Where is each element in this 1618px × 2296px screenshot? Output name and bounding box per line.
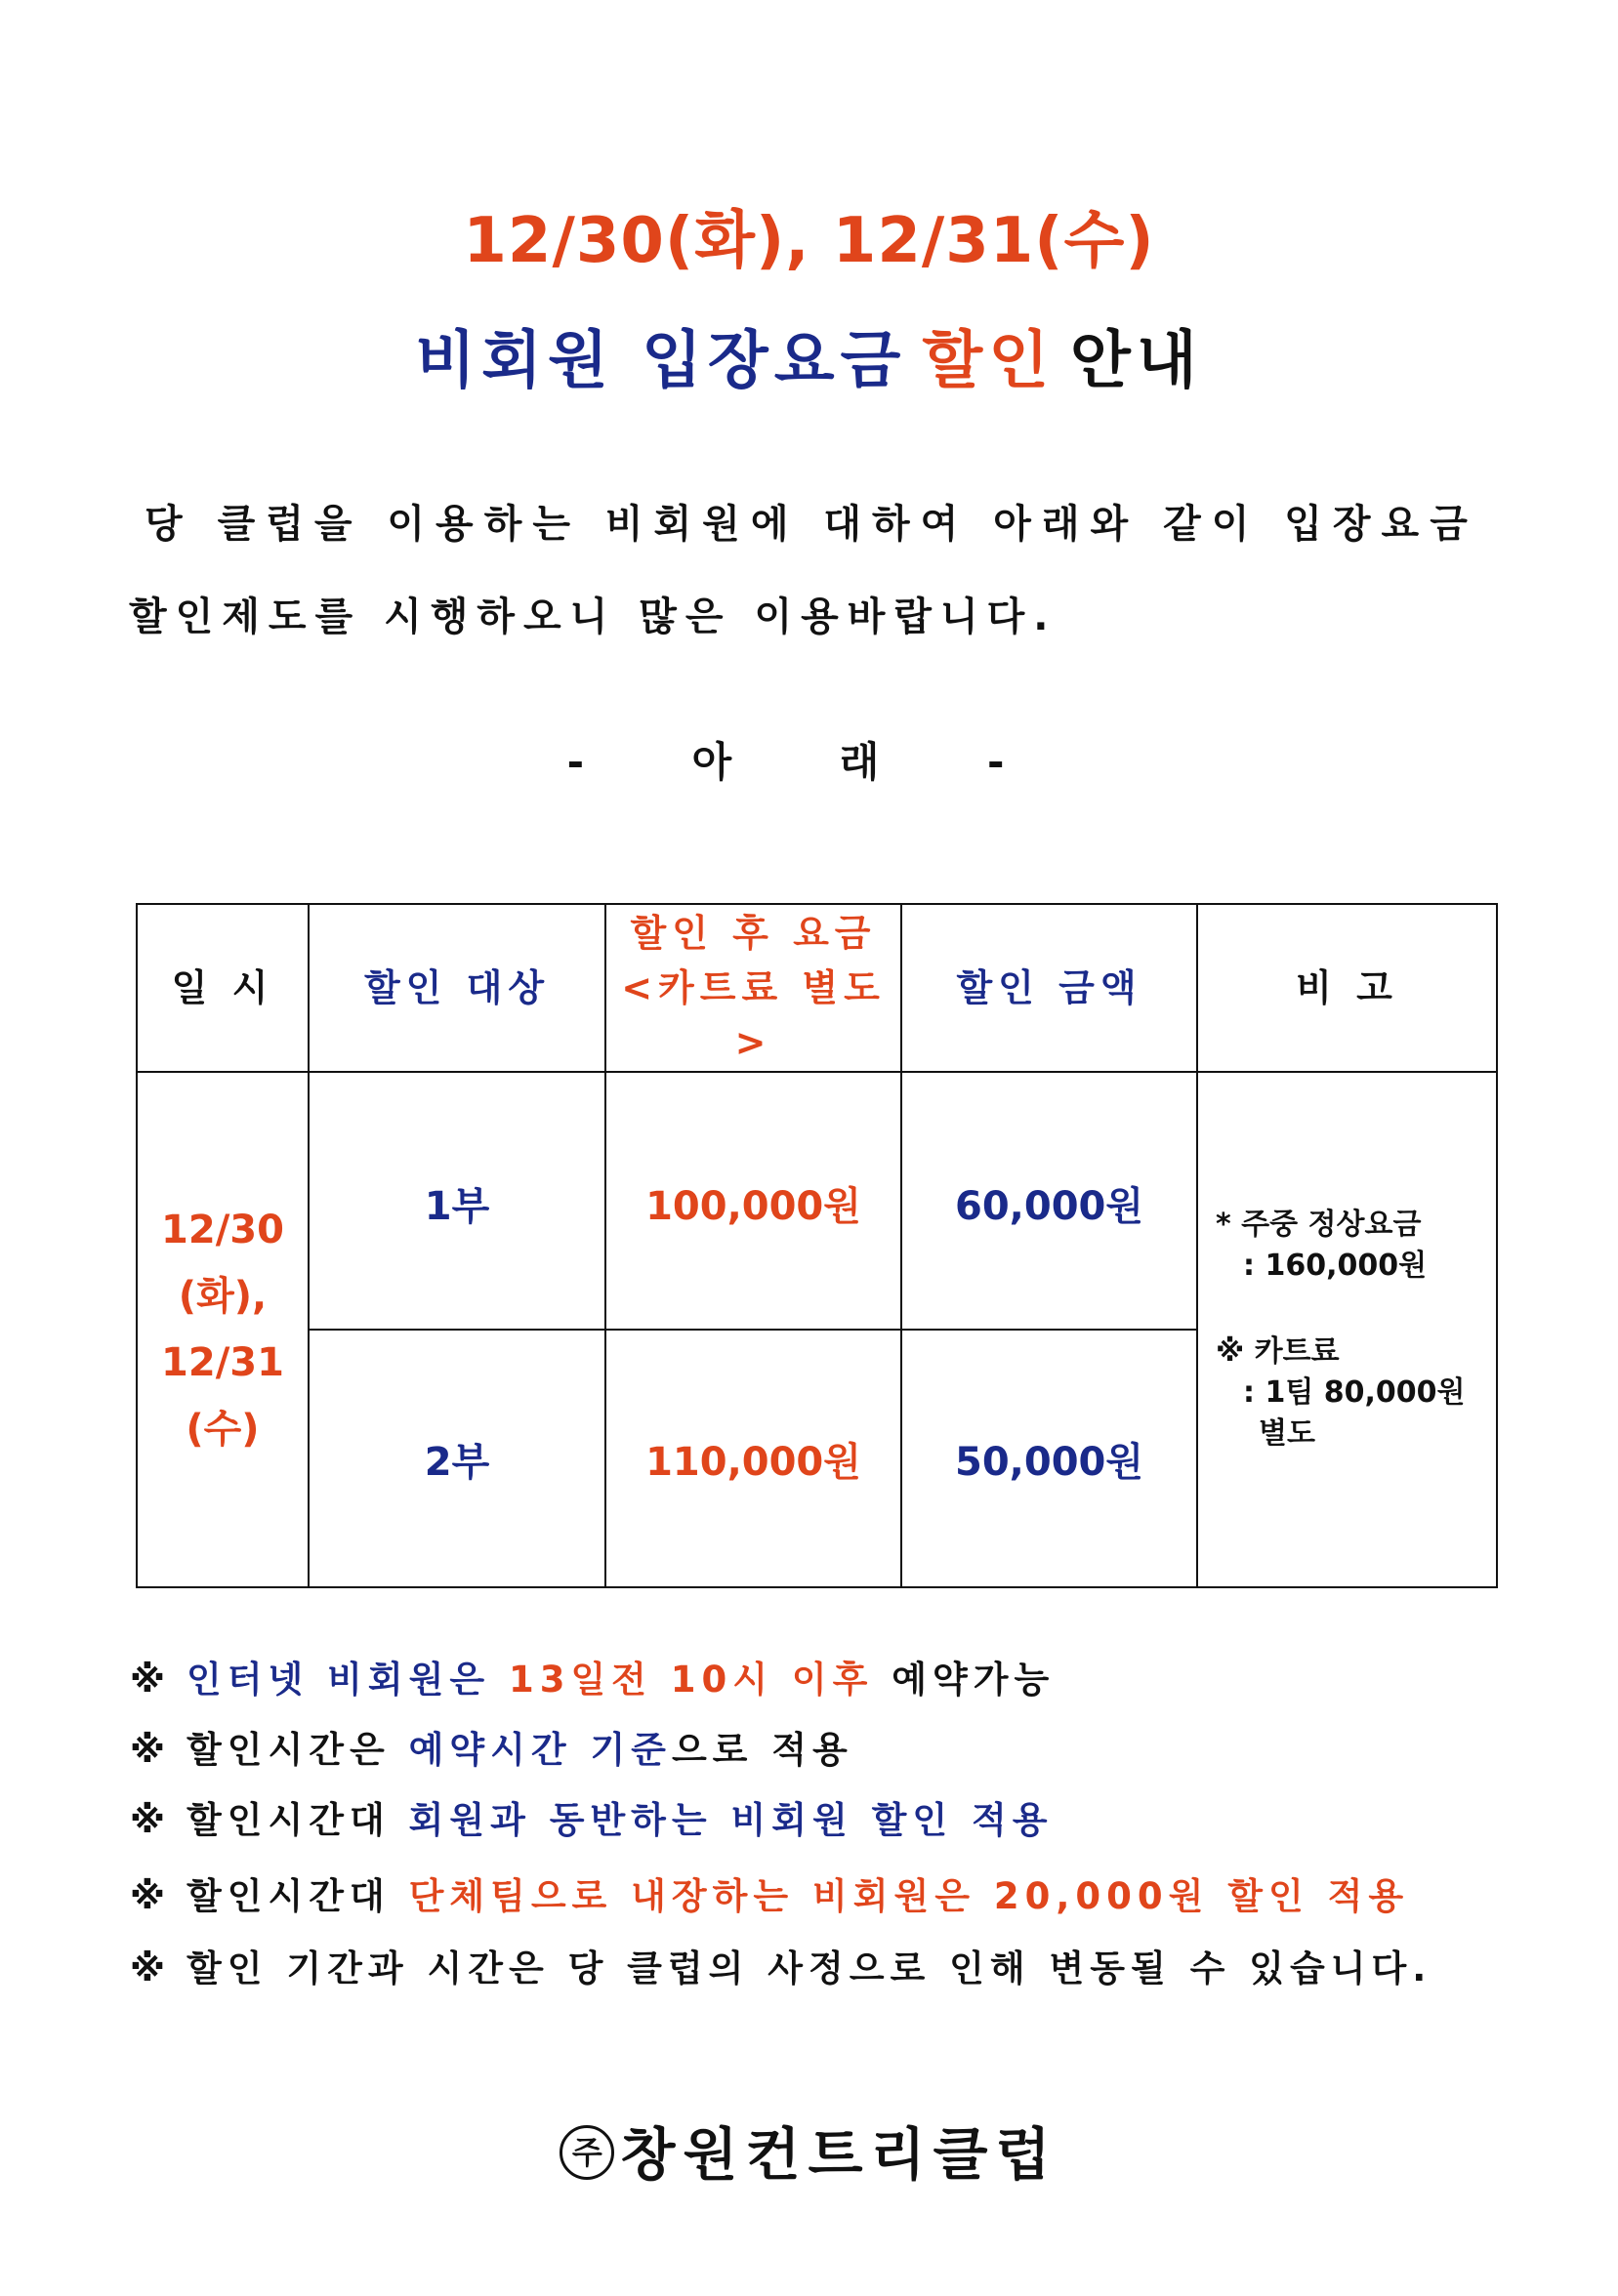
- note-text: 할인시간대: [186, 1875, 391, 1917]
- header-remarks: 비 고: [1197, 904, 1497, 1072]
- table-header-row: [137, 904, 1497, 1072]
- fee-session-1: 100,000원: [605, 1072, 901, 1330]
- corporation-seal-icon: 주: [560, 2125, 614, 2180]
- title-part-guide: 안내: [1070, 325, 1203, 397]
- note-mark: ※: [130, 1659, 171, 1701]
- session-2: 2부: [309, 1330, 605, 1587]
- note-text: 으로 적용: [671, 1729, 853, 1771]
- remark-cart-label: ※ 카트료: [1216, 1334, 1340, 1369]
- section-heading: - 아 래 -: [566, 738, 1052, 786]
- header-fee-label: 할인 후 요금: [630, 912, 877, 955]
- note-member-companion: [130, 1790, 1054, 1843]
- title-part-discount: 할인: [922, 325, 1056, 397]
- note-group-discount: [130, 1866, 1409, 1919]
- title-dates: 12/30(화), 12/31(수): [463, 205, 1155, 277]
- remark-cart-note: 별도: [1259, 1416, 1315, 1451]
- session-1: 1부: [309, 1072, 605, 1330]
- note-text: 할인시간대: [186, 1799, 391, 1841]
- note-highlight: 예약시간 기준: [408, 1729, 672, 1771]
- note-mark: ※: [130, 1875, 171, 1917]
- remark-weekday-label: * 주중 정상요금: [1216, 1208, 1422, 1242]
- note-text: 예약가능: [892, 1659, 1056, 1701]
- note-text: 할인 기간과 시간은 당 클럽의 사정으로 인해 변동될 수 있습니다.: [186, 1948, 1432, 1989]
- note-mark: ※: [130, 1948, 171, 1989]
- note-text: 인터넷 비회원은: [186, 1659, 491, 1701]
- note-discount-time: [130, 1720, 853, 1773]
- header-fee-note: <카트료 별도>: [621, 966, 886, 1064]
- company-name: 창원컨트리클럽: [620, 2121, 1058, 2188]
- note-mark: ※: [130, 1729, 171, 1771]
- remarks-cell: [1197, 1072, 1497, 1587]
- fee-table: [136, 903, 1498, 1588]
- note-text: 할인시간은: [186, 1729, 391, 1771]
- note-subject-to-change: [130, 1939, 1431, 1991]
- discount-session-1: 60,000원: [901, 1072, 1197, 1330]
- note-highlight: 회원과 동반하는 비회원 할인 적용: [408, 1799, 1054, 1841]
- note-internet-booking: [130, 1650, 1055, 1702]
- date-line: 12/30: [161, 1208, 284, 1252]
- remark-cart-value: : 1팀 80,000원: [1243, 1375, 1466, 1410]
- intro-line-2: 할인제도를 시행하오니 많은 이용바랍니다.: [129, 594, 1058, 639]
- date-cell: [137, 1072, 309, 1587]
- note-highlight: 13일전 10시 이후: [508, 1659, 874, 1701]
- header-date: 일 시: [137, 904, 309, 1072]
- header-fee: [605, 904, 901, 1072]
- intro-line-1: 당 클럽을 이용하는 비회원에 대하여 아래와 같이 입장요금: [145, 502, 1478, 547]
- company-signature: [0, 2109, 1618, 2191]
- fee-session-2: 110,000원: [605, 1330, 901, 1587]
- title-part-nonmember-fee: 비회원 입장요금: [415, 325, 907, 397]
- header-discount: 할인 금액: [901, 904, 1197, 1072]
- page-title: [0, 310, 1618, 400]
- discount-session-2: 50,000원: [901, 1330, 1197, 1587]
- note-mark: ※: [130, 1799, 171, 1841]
- note-highlight: 단체팀으로 내장하는 비회원은 20,000원 할인 적용: [408, 1875, 1410, 1917]
- header-target: 할인 대상: [309, 904, 605, 1072]
- date-line: (수): [186, 1407, 260, 1452]
- table-row: [137, 1072, 1497, 1330]
- date-line: (화),: [178, 1274, 268, 1319]
- date-line: 12/31: [161, 1340, 284, 1385]
- remark-weekday-value: : 160,000원: [1243, 1249, 1428, 1283]
